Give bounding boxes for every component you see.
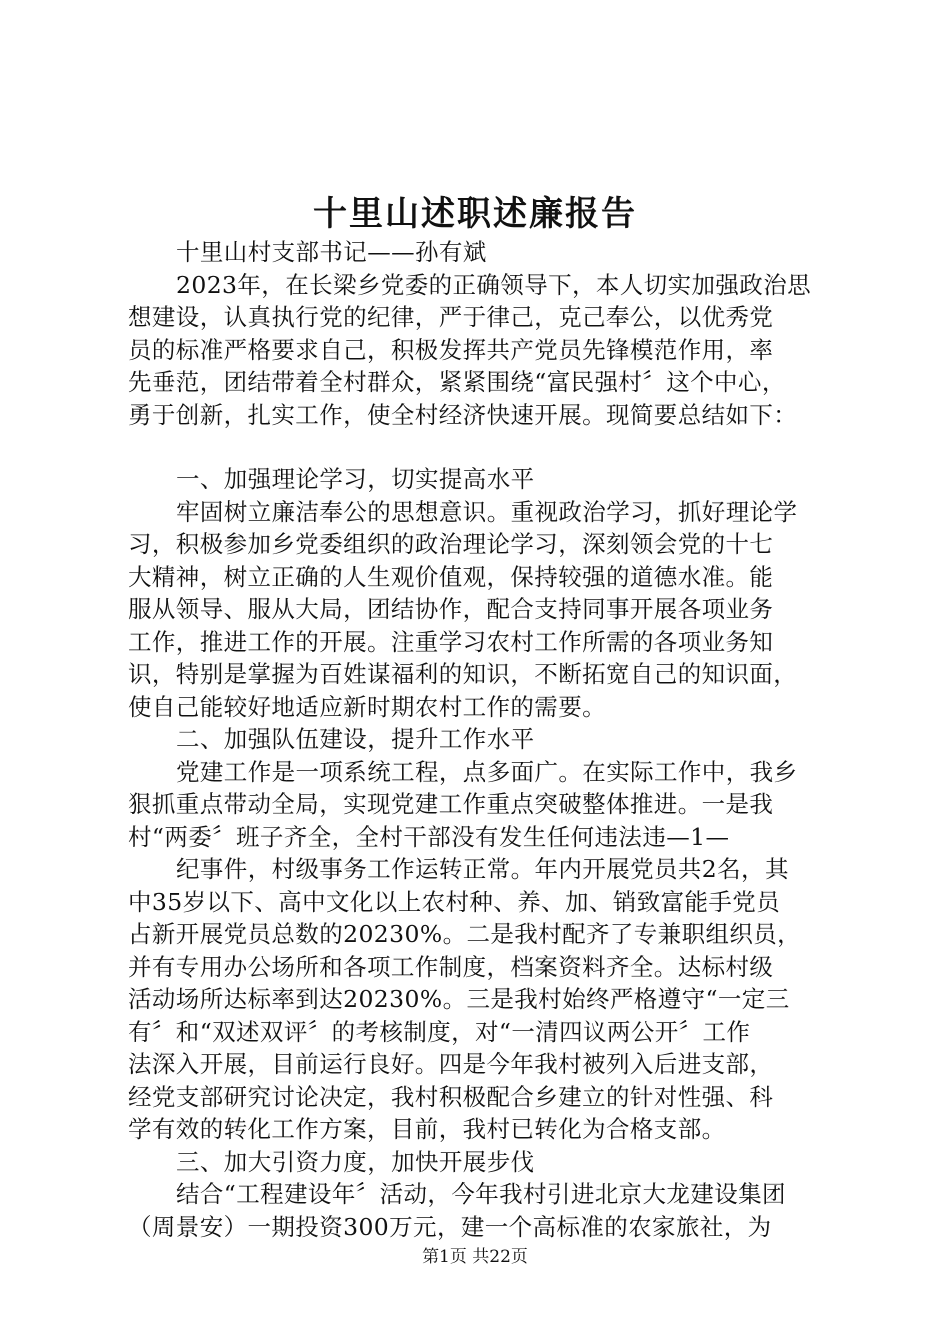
paragraph-line: 习，积极参加乡党委组织的政治理论学习，深刻领会党的十七: [128, 530, 774, 558]
paragraph-line: 员的标准严格要求自己，积极发挥共产党员先锋模范作用，率: [128, 335, 774, 364]
paragraph-line: 有〞和“双述双评〞的考核制度，对“一清四议两公开〞工作: [128, 1017, 751, 1046]
section-heading: 一、加强理论学习，切实提高水平: [176, 465, 535, 493]
paragraph-line: 占新开展党员总数的20230%。二是我村配齐了专兼职组织员，: [128, 920, 802, 948]
document-title: 十里山述职述廉报告: [313, 194, 637, 234]
paragraph-line: 结合“工程建设年〞活动，今年我村引进北京大龙建设集团: [176, 1180, 786, 1208]
section-heading: 三、加大引资力度，加快开展步伐: [176, 1147, 535, 1176]
paragraph-line: 并有专用办公场所和各项工作制度，档案资料齐全。达标村级: [128, 952, 774, 981]
section-heading: 二、加强队伍建设，提升工作水平: [176, 725, 535, 753]
paragraph-line: 2023年，在长梁乡党委的正确领导下，本人切实加强政治思: [176, 270, 812, 299]
paragraph-line: 经党支部研究讨论决定，我村积极配合乡建立的针对性强、科: [128, 1082, 774, 1111]
paragraph-line: 勇于创新，扎实工作，使全村经济快速开展。现简要总结如下：: [128, 400, 798, 429]
paragraph-line: 狠抓重点带动全局，实现党建工作重点突破整体推进。一是我: [128, 790, 774, 818]
paragraph-line: 活动场所达标率到达20230%。三是我村始终严格遵守“一定三: [128, 985, 790, 1013]
paragraph-line: 先垂范，团结带着全村群众，紧紧围绕“富民强村〞这个中心，: [128, 368, 786, 396]
paragraph-line: 牢固树立廉洁奉公的思想意识。重视政治学习，抓好理论学: [176, 497, 798, 526]
paragraph-line: 识，特别是掌握为百姓谋福利的知识，不断拓宽自己的知识面，: [128, 660, 798, 688]
paragraph-line: 大精神，树立正确的人生观价值观，保持较强的道德水准。能: [128, 562, 774, 591]
document-body: [128, 236, 832, 1243]
author-line: 十里山村支部书记——孙有斌: [176, 238, 487, 266]
paragraph-line: 学有效的转化工作方案，目前，我村已转化为合格支部。: [128, 1115, 726, 1143]
paragraph-line: （周景安）一期投资300万元，建一个高标准的农家旅社，为: [128, 1212, 772, 1241]
paragraph-line: 使自己能较好地适应新时期农村工作的需要。: [128, 692, 606, 721]
paragraph-line: 中35岁以下、高中文化以上农村种、养、加、销致富能手党员: [128, 887, 781, 916]
paragraph-line: 村“两委〞班子齐全，全村干部没有发生任何违法违—1—: [128, 822, 730, 851]
paragraph-gap: [128, 431, 832, 463]
page-footer: 第1页 共22页: [422, 1247, 528, 1267]
paragraph-line: 法深入开展，目前运行良好。四是今年我村被列入后进支部，: [128, 1050, 774, 1078]
paragraph-line: 服从领导、服从大局，团结协作，配合支持同事开展各项业务: [128, 595, 774, 623]
paragraph-line: 纪事件，村级事务工作运转正常。年内开展党员共2名，其: [176, 855, 789, 883]
paragraph-line: 党建工作是一项系统工程，点多面广。在实际工作中，我乡: [176, 757, 798, 786]
paragraph-line: 想建设，认真执行党的纪律，严于律己，克己奉公，以优秀党: [128, 303, 774, 331]
paragraph-line: 工作，推进工作的开展。注重学习农村工作所需的各项业务知: [128, 627, 774, 656]
